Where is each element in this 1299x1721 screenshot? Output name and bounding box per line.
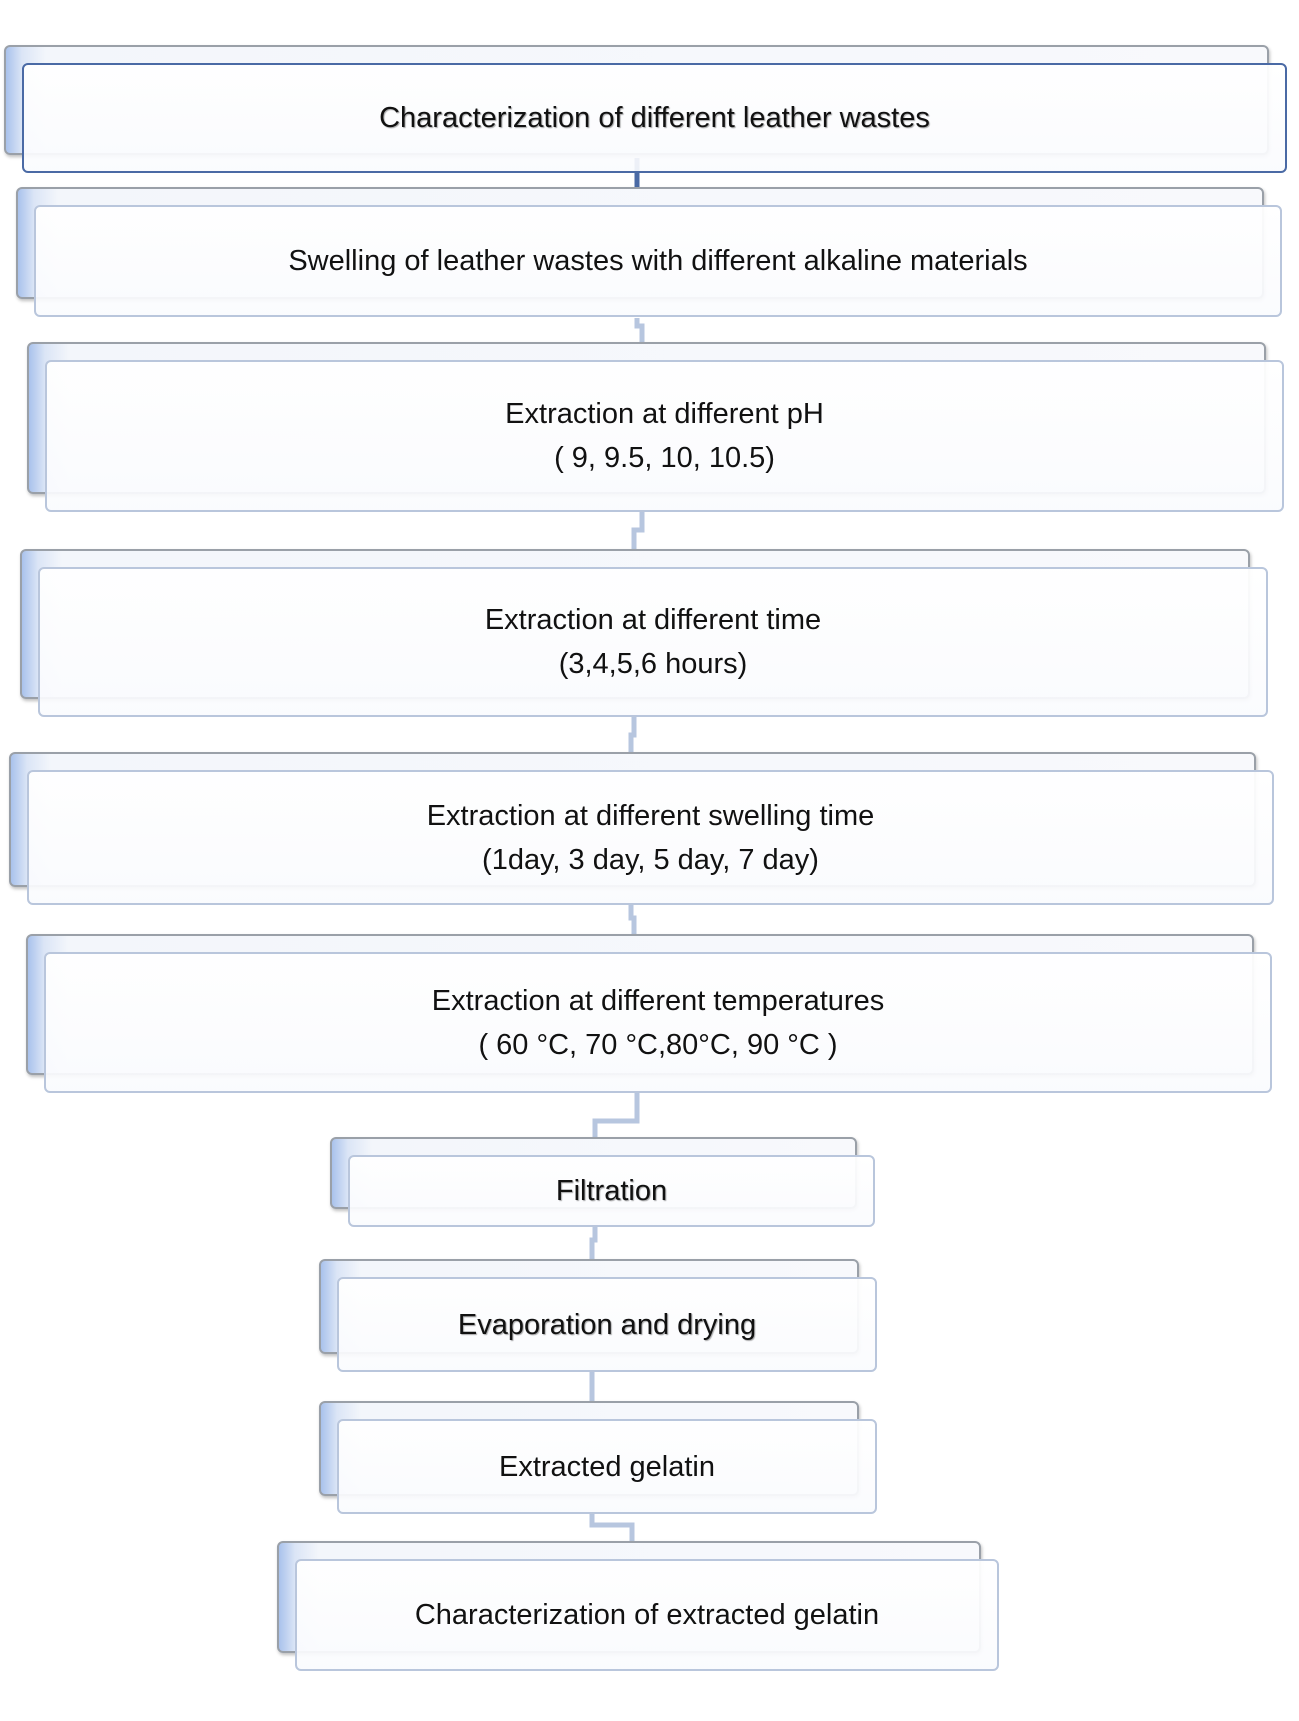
connector-5-6 (631, 905, 634, 936)
step-swelling-of-leather-wastes (16, 187, 1282, 317)
step-filtration (330, 1137, 875, 1227)
step-extraction-swelling-time (9, 752, 1274, 905)
step-label: Evaporation and drying (457, 1308, 757, 1341)
step-box (34, 205, 1282, 317)
step-box (22, 63, 1287, 173)
step-box (337, 1277, 877, 1372)
step-label: Extraction at different temperatures (431, 984, 885, 1017)
step-extraction-time (20, 549, 1268, 717)
connector-3-4 (634, 512, 642, 551)
step-box (44, 952, 1272, 1093)
step-sublabel: (3,4,5,6 hours) (558, 648, 748, 680)
step-characterization-of-extracted-gelatin (277, 1541, 999, 1671)
step-label: Filtration (555, 1175, 668, 1207)
step-characterization-of-leather-wastes (4, 45, 1287, 173)
step-evaporation-and-drying (319, 1259, 877, 1372)
step-sublabel: ( 9, 9.5, 10, 10.5) (554, 442, 775, 474)
step-label: Extraction at different pH (505, 398, 824, 430)
connector-2-3 (637, 318, 642, 344)
step-label: Swelling of leather wastes with different alkaline materials (288, 245, 1028, 277)
step-box (295, 1559, 999, 1671)
step-box (348, 1155, 875, 1227)
connector-9-10 (592, 1514, 632, 1543)
step-label: Extraction at different swelling time (426, 799, 875, 832)
connector-4-5 (631, 717, 634, 754)
step-extraction-ph (27, 342, 1284, 512)
step-box (27, 770, 1274, 905)
step-box (45, 360, 1284, 512)
step-label: Extracted gelatin (498, 1450, 715, 1483)
connector-7-8 (592, 1227, 595, 1261)
step-label: Characterization of different leather wastes (379, 102, 930, 134)
step-extracted-gelatin (319, 1401, 877, 1514)
connector-6-7 (595, 1093, 637, 1139)
step-extraction-temperatures (26, 934, 1272, 1093)
step-label: Extraction at different time (484, 604, 822, 636)
step-box (38, 567, 1268, 717)
step-sublabel: (1day, 3 day, 5 day, 7 day) (482, 843, 819, 876)
step-sublabel: ( 60 °C, 70 °C,80°C, 90 °C ) (478, 1028, 838, 1061)
step-box (337, 1419, 877, 1514)
step-label: Characterization of extracted gelatin (414, 1599, 880, 1631)
